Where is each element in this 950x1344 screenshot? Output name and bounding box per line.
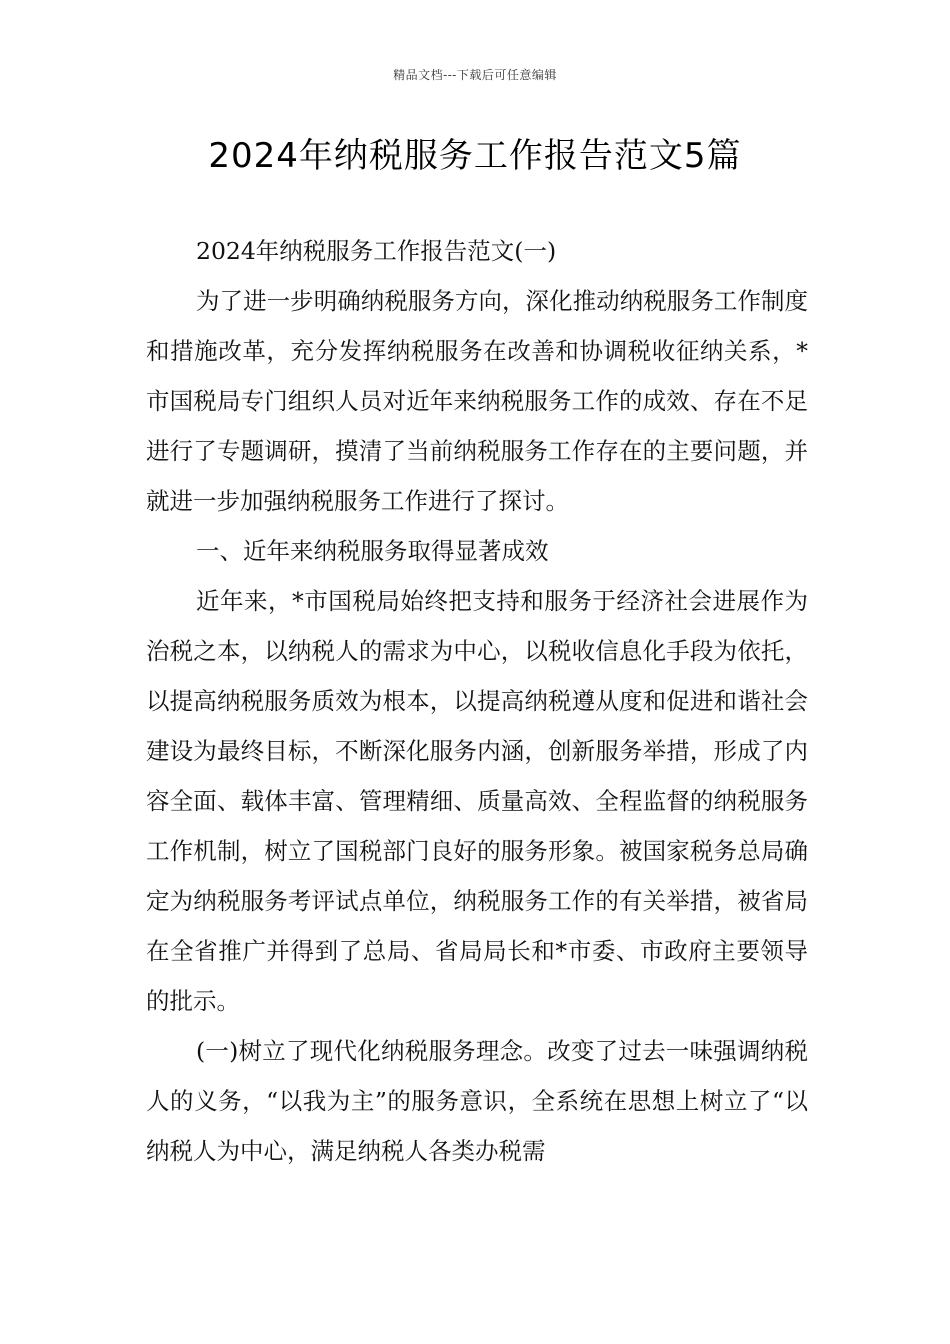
section-heading: 一、近年来纳税服务取得显著成效 [196, 537, 549, 565]
paragraph: 为了进一步明确纳税服务方向，深化推动纳税服务工作制度和措施改革，充分发挥纳税服务在改善和协调税收征纳关系，*市国税局专门组织人员对近年来纳税服务工作的成效、存在不足进行了专题调研，摸清了当前纳税服务工作存在的主要问题，并就进一步加强纳税服务工作进行了探讨。 [146, 287, 808, 515]
document-body [146, 226, 808, 1176]
paragraph: 近年来，*市国税局始终把支持和服务于经济社会进展作为治税之本，以纳税人的需求为中心，以税收信息化手段为依托，以提高纳税服务质效为根本，以提高纳税遵从度和促进和谐社会建设为最终目标，不断深化服务内涵，创新服务举措，形成了内容全面、载体丰富、管理精细、质量高效、全程监督的纳税服务工作机制，树立了国税部门良好的服务形象。被国家税务总局确定为纳税服务考评试点单位，纳税服务工作的有关举措，被省局在全省推广并得到了总局、省局局长和*市委、市政府主要领导的批示。 [146, 587, 808, 1015]
paragraph: (一)树立了现代化纳税服务理念。改变了过去一味强调纳税人的义务，“以我为主”的服务意识，全系统在思想上树立了“以纳税人为中心，满足纳税人各类办税需 [146, 1037, 808, 1165]
header-note: 精品文档---下载后可任意编辑 [393, 68, 557, 82]
document-title: 2024年纳税服务工作报告范文5篇 [208, 136, 742, 176]
section-heading: 2024年纳税服务工作报告范文(一) [196, 237, 557, 265]
